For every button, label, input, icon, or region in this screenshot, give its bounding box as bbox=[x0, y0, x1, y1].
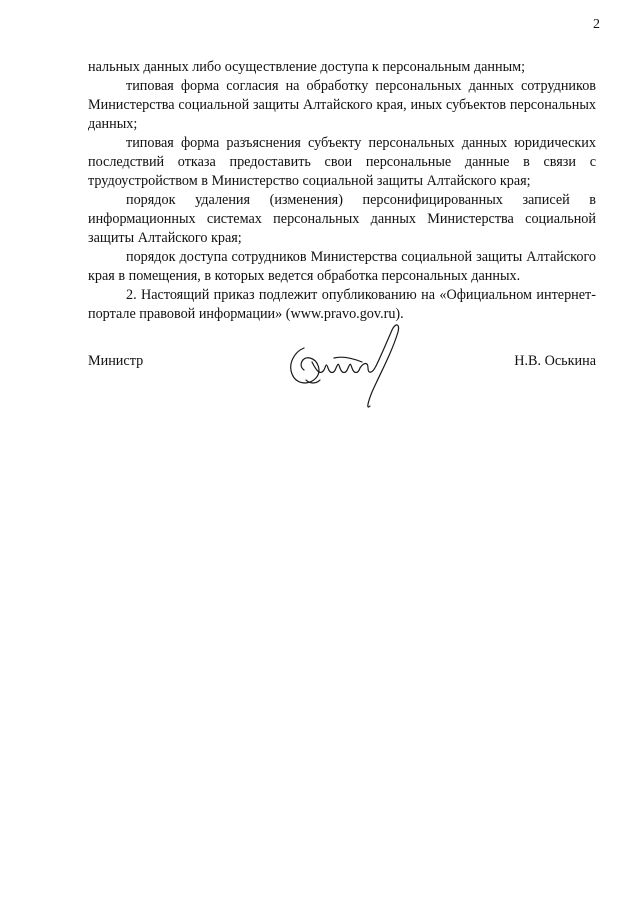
paragraph-deletion-procedure: порядок удаления (изменения) персонифицированных записей в информационных системах персональных данных Министерства социальной защиты Алтайского края; bbox=[88, 192, 596, 246]
paragraph-continuation: нальных данных либо осуществление доступа к персональным данным; bbox=[88, 59, 526, 75]
signatory-name: Н.В. Оськина bbox=[514, 353, 596, 369]
paragraph-explanation-form: типовая форма разъяснения субъекту персональных данных юридических последствий отказа предоставить свои персональные данные в связи с трудоустройством в Министерство социальной защиты Алтайского края; bbox=[88, 135, 596, 189]
page-number: 2 bbox=[593, 17, 600, 32]
handwritten-signature-icon bbox=[282, 318, 412, 414]
paragraph-consent-form: типовая форма согласия на обработку персональных данных сотрудников Министерства социальной защиты Алтайского края, иных субъектов персональных данных; bbox=[88, 78, 596, 132]
paragraph-publication: 2. Настоящий приказ подлежит опубликованию на «Официальном интернет-портале правовой информации» (www.pravo.gov.ru). bbox=[88, 287, 596, 322]
signatory-title: Министр bbox=[88, 353, 144, 369]
document-body bbox=[88, 58, 596, 324]
paragraph-access-procedure: порядок доступа сотрудников Министерства социальной защиты Алтайского края в помещения, в которых ведется обработка персональных данных. bbox=[88, 249, 596, 284]
